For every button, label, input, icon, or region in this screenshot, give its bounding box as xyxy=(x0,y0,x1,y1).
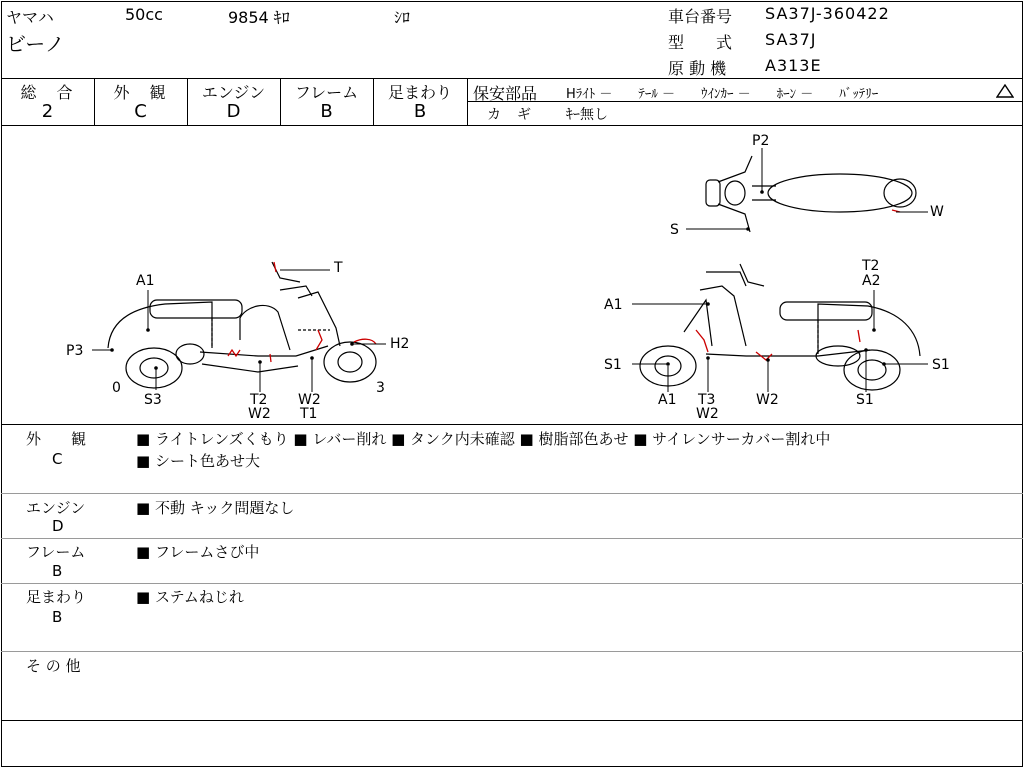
type-label: 型 式 xyxy=(668,33,733,52)
diagram-label: A2 xyxy=(862,273,881,289)
diagram-label: A1 xyxy=(658,392,677,408)
diagram-label: W2 xyxy=(756,392,779,408)
key-value: ｷｰ無し xyxy=(566,107,608,123)
grade-label-exterior: 外 観 xyxy=(113,83,168,102)
frame-no: SA37J-360422 xyxy=(765,4,890,23)
model-name: ビーノ xyxy=(6,32,65,56)
diagram-label: W2 xyxy=(248,406,271,422)
diagram-label: S xyxy=(670,222,679,238)
diagram-label: P2 xyxy=(752,133,770,149)
grade-label-suspension: 足まわり xyxy=(387,83,452,102)
displacement: 50cc xyxy=(125,5,163,24)
remark-suspension-line-1: ■ ステムねじれ xyxy=(136,588,244,606)
engine-value: A313E xyxy=(765,56,822,75)
grade-value-suspension: B xyxy=(413,101,427,122)
grade-value-exterior: C xyxy=(134,101,147,122)
grade-value-overall: 2 xyxy=(41,101,54,122)
remark-exterior-line-2: ■ シート色あせ大 xyxy=(136,452,260,470)
diagram-label: S1 xyxy=(856,392,874,408)
engine-label: 原 動 機 xyxy=(668,59,727,78)
diagram-label: T2 xyxy=(250,392,268,408)
damage-marks xyxy=(228,210,900,362)
diagram-label: A1 xyxy=(136,273,155,289)
remark-grade-suspension: B xyxy=(52,608,63,626)
battery-triangle-icon xyxy=(996,84,1014,98)
color: ｼﾛ xyxy=(394,8,411,27)
diagram-label: H2 xyxy=(390,336,410,352)
remark-grade-engine: D xyxy=(52,517,64,535)
diagram-label: T3 xyxy=(698,392,716,408)
remark-grade-frame: B xyxy=(52,562,63,580)
remark-label-engine: エンジン xyxy=(26,499,86,517)
frame-no-label: 車台番号 xyxy=(668,7,733,26)
diagram-label: W2 xyxy=(298,392,321,408)
grade-label-overall: 総 合 xyxy=(20,83,75,102)
scooter-top-view xyxy=(706,156,916,232)
divider xyxy=(1,493,1023,494)
remark-label-other: そ の 他 xyxy=(26,657,81,675)
diagram-label: 3 xyxy=(376,380,385,396)
divider xyxy=(467,78,468,125)
diagram-label: T1 xyxy=(300,406,318,422)
grade-label-frame: フレーム xyxy=(294,83,359,102)
divider xyxy=(1,424,1023,425)
divider xyxy=(1,583,1023,584)
diagram-label: 0 xyxy=(112,380,121,396)
divider xyxy=(1,538,1023,539)
divider xyxy=(1,78,1023,79)
grade-value-frame: B xyxy=(320,101,333,122)
mileage: 9854 ｷﾛ xyxy=(228,8,290,27)
diagram-label: T xyxy=(334,260,343,276)
leader-dots xyxy=(110,190,886,370)
remark-exterior-line-1: ■ ライトレンズくもり ■ レバー削れ ■ タンク内未確認 ■ 樹脂部色あせ ■ サイレンサーカバー割れ中 xyxy=(136,430,831,448)
remark-engine-line-1: ■ 不動 キック問題なし xyxy=(136,499,295,517)
diagram-label: A1 xyxy=(604,297,623,313)
divider xyxy=(1,720,1023,721)
diagram-label: S1 xyxy=(932,357,950,373)
grade-value-engine: D xyxy=(226,101,241,122)
diagram-label: T2 xyxy=(862,258,880,274)
safety-items: Hﾗｲﾄ － ﾃｰﾙ － ｳｲﾝｶｰ － ﾎｰﾝ － ﾊﾞｯﾃﾘｰ xyxy=(566,87,879,102)
remark-frame-line-1: ■ フレームさび中 xyxy=(136,543,260,561)
remark-label-suspension: 足まわり xyxy=(26,588,87,606)
scooter-diagrams xyxy=(0,126,1024,424)
remark-label-exterior: 外 観 xyxy=(26,430,87,448)
maker: ヤマハ xyxy=(6,8,54,27)
remark-grade-exterior: C xyxy=(52,450,63,468)
diagram-label: W xyxy=(930,204,944,220)
divider xyxy=(1,651,1023,652)
diagram-label: S1 xyxy=(604,357,622,373)
diagram-label: W2 xyxy=(696,406,719,422)
grade-label-engine: エンジン xyxy=(201,83,266,102)
remark-label-frame: フレーム xyxy=(26,543,86,561)
diagram-label: P3 xyxy=(66,343,84,359)
type-value: SA37J xyxy=(765,30,817,49)
key-label: カ ギ xyxy=(487,107,532,123)
diagram-label: S3 xyxy=(144,392,162,408)
safety-label: 保安部品 xyxy=(473,84,538,103)
